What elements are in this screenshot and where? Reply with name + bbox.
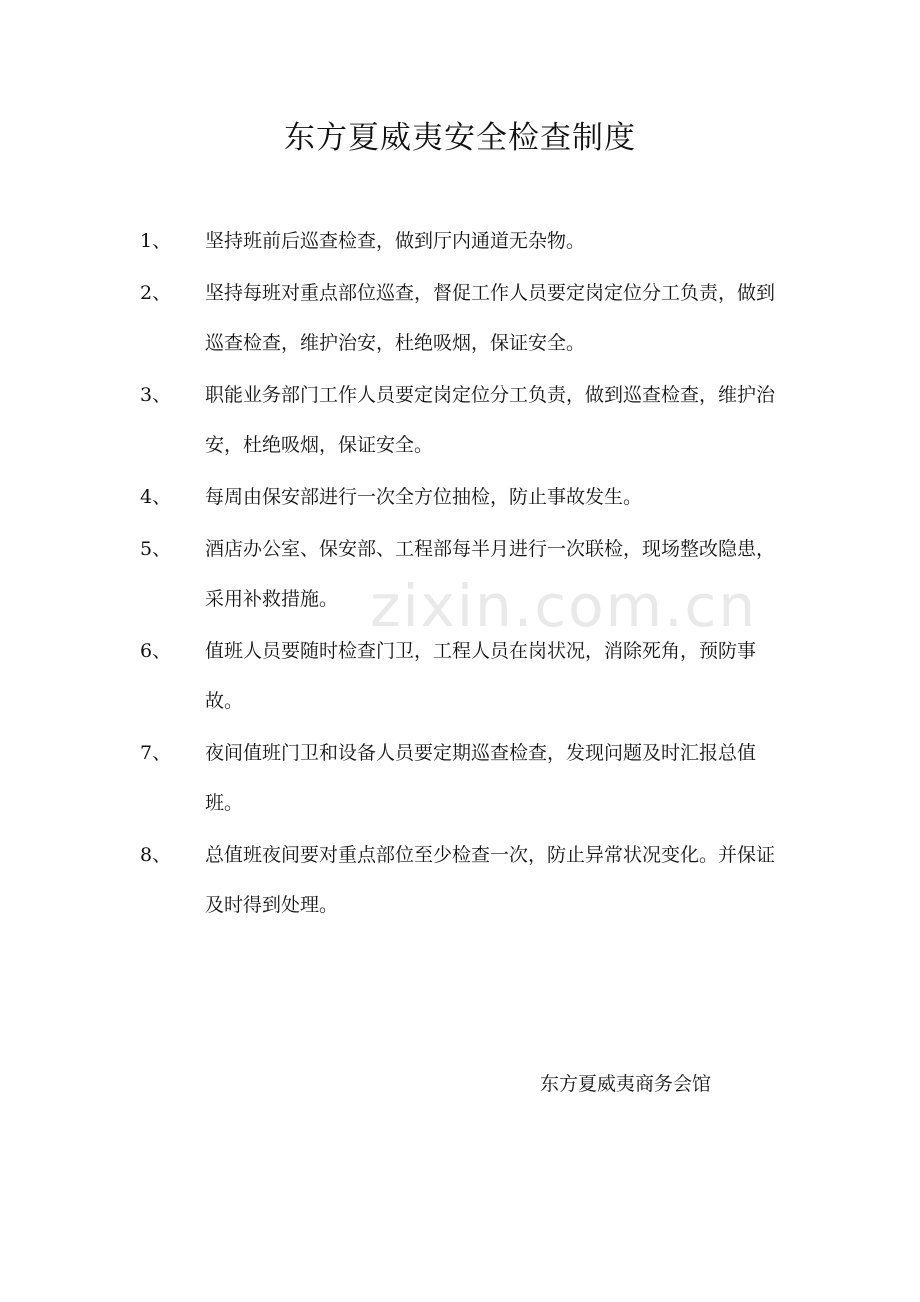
item-text: 酒店办公室、保安部、工程部每半月进行一次联检，现场整改隐患，采用补救措施。	[205, 538, 776, 610]
item-text: 每周由保安部进行一次全方位抽检，防止事故发生。	[205, 486, 643, 508]
item-text: 夜间值班门卫和设备人员要定期巡查检查，发现问题及时汇报总值班。	[205, 742, 757, 814]
list-item	[0, 524, 920, 624]
list-item	[0, 830, 920, 930]
list-item	[0, 216, 920, 266]
item-number: 7、	[140, 742, 172, 764]
rules-list	[0, 216, 920, 932]
item-text: 职能业务部门工作人员要定岗定位分工负责，做到巡查检查，维护治安，杜绝吸烟，保证安全。	[205, 384, 776, 456]
list-item	[0, 728, 920, 828]
item-number: 1、	[140, 230, 172, 252]
item-number: 5、	[140, 538, 172, 560]
watermark-text: zixin.com.cn	[370, 572, 758, 640]
item-text: 总值班夜间要对重点部位至少检查一次，防止异常状况变化。并保证及时得到处理。	[205, 844, 776, 916]
item-number: 2、	[140, 282, 172, 304]
document-title: 东方夏威夷安全检查制度	[284, 120, 636, 156]
list-item	[0, 472, 920, 522]
item-number: 3、	[140, 384, 172, 406]
list-item	[0, 370, 920, 470]
item-text: 值班人员要随时检查门卫，工程人员在岗状况，消除死角，预防事故。	[205, 640, 757, 712]
signature-organization: 东方夏威夷商务会馆	[540, 1073, 712, 1095]
item-number: 6、	[140, 640, 172, 662]
list-item	[0, 268, 920, 368]
item-text: 坚持班前后巡查检查，做到厅内通道无杂物。	[205, 230, 586, 252]
item-text: 坚持每班对重点部位巡查，督促工作人员要定岗定位分工负责，做到巡查检查，维护治安，杜绝吸烟，保证安全。	[205, 282, 776, 354]
item-number: 4、	[140, 486, 172, 508]
list-item	[0, 626, 920, 726]
item-number: 8、	[140, 844, 172, 866]
